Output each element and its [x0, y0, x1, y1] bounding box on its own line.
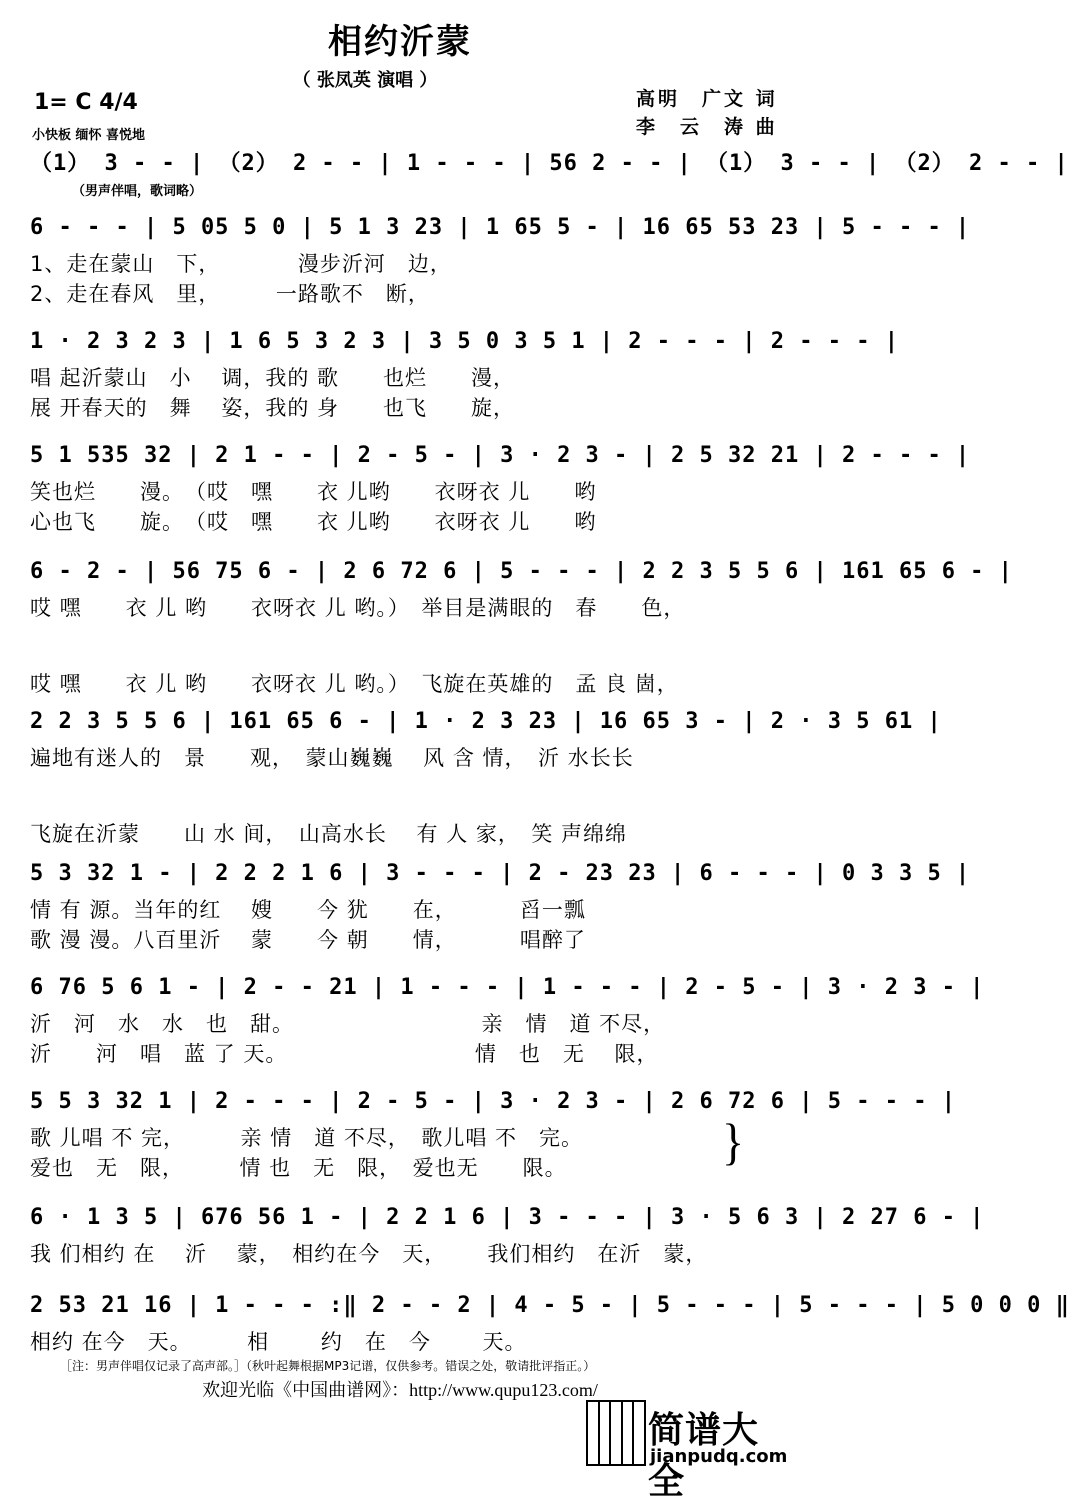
- notation-line: 6 - 2 - | 56 75 6 - | 2 6 72 6 | 5 - - - | 2 2 3 5 5 6 | 161 65 6 - |: [30, 558, 1013, 584]
- lyric-line: 沂 河 水 水 也 甜。 亲 情 道 不尽，: [30, 1012, 666, 1036]
- lyric-line: 我 们相约 在 沂 蒙， 相约在今 天， 我们相约 在沂 蒙，: [30, 1242, 708, 1266]
- lyric-line: 笑也烂 漫。 （哎 嘿 衣 儿哟 衣呀衣 儿 哟: [30, 480, 597, 504]
- composer-credit: 李 云 涛 曲: [636, 116, 778, 138]
- accompaniment-note: （男声伴唱，歌词略）: [72, 184, 203, 199]
- lyricist-credit: 高明 广文 词: [636, 88, 778, 110]
- lyric-line: 歌 漫 漫。八百里沂 蒙 今 朝 情， 唱醉了: [30, 928, 586, 952]
- lyric-line: 飞旋在沂蒙 山 水 间， 山高水长 有 人 家， 笑 声绵绵: [30, 822, 628, 846]
- lyric-line: 唱 起沂蒙山 小 调，我的 歌 也烂 漫，: [30, 366, 516, 390]
- notation-line: 1 · 2 3 2 3 | 1 6 5 3 2 3 | 3 5 0 3 5 1 | 2 - - - | 2 - - - |: [30, 328, 899, 354]
- tempo-marking: 小快板 缅怀 喜悦地: [32, 128, 146, 143]
- song-title: 相约沂蒙: [328, 22, 472, 62]
- lyric-line: 爱也 无 限， 情 也 无 限， 爱也无 限。: [30, 1156, 567, 1180]
- lyric-line: 歌 儿唱 不 完， 亲 情 道 不尽， 歌儿唱 不 完。: [30, 1126, 584, 1150]
- lyric-line: 心也飞 旋。 （哎 嘿 衣 儿哟 衣呀衣 儿 哟: [30, 510, 597, 534]
- piano-keys-icon: [586, 1400, 646, 1466]
- lyric-line: 情 有 源。当年的红 嫂 今 犹 在， 舀一瓢: [30, 898, 586, 922]
- lyric-line: 2、走在春风 里， 一路歌不 断，: [30, 282, 430, 306]
- notation-line: 6 76 5 6 1 - | 2 - - 21 | 1 - - - | 1 - - - | 2 - 5 - | 3 · 2 3 - |: [30, 974, 985, 1000]
- notation-line: 2 2 3 5 5 6 | 161 65 6 - | 1 · 2 3 23 | 16 65 3 - | 2 · 3 5 61 |: [30, 708, 942, 734]
- notation-line: 2 53 21 16 | 1 - - - :‖ 2 - - 2 | 4 - 5 - | 5 - - - | 5 - - - | 5 0 0 0 ‖: [30, 1292, 1070, 1318]
- lyric-line: 展 开春天的 舞 姿，我的 身 也飞 旋，: [30, 396, 516, 420]
- welcome-text: 欢迎光临《中国曲谱网》：http://www.qupu123.com/: [202, 1380, 598, 1400]
- site-logo: [586, 1400, 792, 1502]
- lyric-line: 相约 在今 天。 相 约 在 今 天。: [30, 1330, 527, 1354]
- notation-line: 6 · 1 3 5 | 676 56 1 - | 2 2 1 6 | 3 - - - | 3 · 5 6 3 | 2 27 6 - |: [30, 1204, 985, 1230]
- lyric-brace: }: [722, 1113, 745, 1170]
- footnote: ［注：男声伴唱仅记录了高声部。］（秋叶起舞根据MP3记谱，仅供参考。错误之处，敬请批评指正。）: [60, 1359, 596, 1373]
- notation-line: 5 5 3 32 1 | 2 - - - | 2 - 5 - | 3 · 2 3 - | 2 6 72 6 | 5 - - - |: [30, 1088, 956, 1114]
- lyric-line: 哎 嘿 衣 儿 哟 衣呀衣 儿 哟。） 举目是满眼的 春 色，: [30, 596, 686, 620]
- lyric-line: 沂 河 唱 蓝 了 天。 情 也 无 限，: [30, 1042, 659, 1066]
- notation-line: 5 3 32 1 - | 2 2 2 1 6 | 3 - - - | 2 - 23 23 | 6 - - - | 0 3 3 5 |: [30, 860, 971, 886]
- notation-line: 6 - - - | 5 05 5 0 | 5 1 3 23 | 1 65 5 - | 16 65 53 23 | 5 - - - |: [30, 214, 971, 240]
- notation-line: （1） 3 - - | （2） 2 - - | 1 - - - | 56 2 - - | （1） 3 - - | （2） 2 - - |: [30, 150, 1069, 176]
- key-signature: 1= C 4/4: [34, 90, 138, 115]
- logo-text: 简谱大全: [648, 1410, 760, 1502]
- lyric-line: 1、走在蒙山 下， 漫步沂河 边，: [30, 252, 452, 276]
- lyric-line: 哎 嘿 衣 儿 哟 衣呀衣 儿 哟。） 飞旋在英雄的 孟 良 崮，: [30, 672, 679, 696]
- logo-url: jianpudq.com: [650, 1446, 788, 1467]
- lyric-line: 遍地有迷人的 景 观， 蒙山巍巍 风 含 情， 沂 水长长: [30, 746, 634, 770]
- performer-subtitle: （ 张凤英 演唱 ）: [292, 70, 438, 91]
- notation-line: 5 1 535 32 | 2 1 - - | 2 - 5 - | 3 · 2 3 - | 2 5 32 21 | 2 - - - |: [30, 442, 971, 468]
